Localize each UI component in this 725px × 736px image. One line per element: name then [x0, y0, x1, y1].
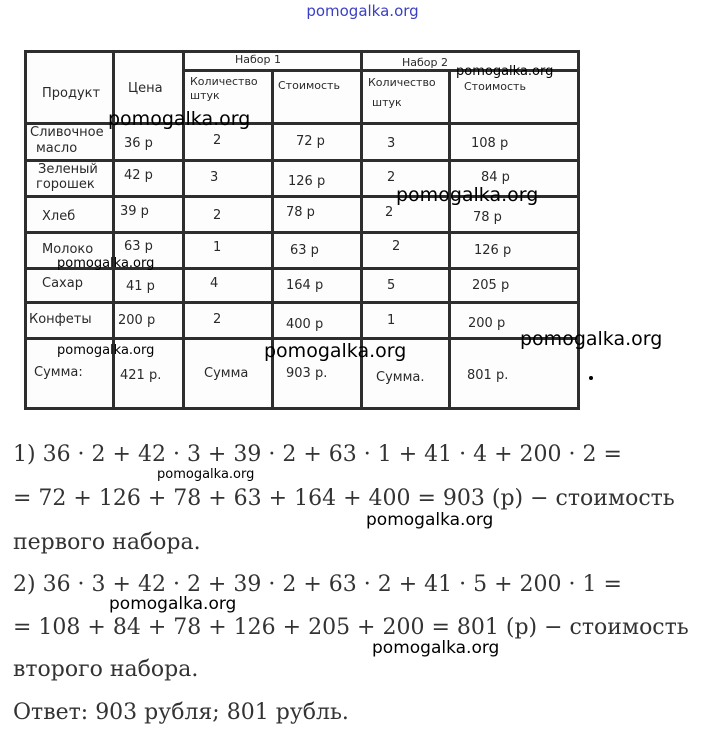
qty2-cell: 2	[385, 205, 394, 220]
sum-label: Сумма:	[34, 365, 83, 380]
solution-line-1: 1) 36 · 2 + 42 · 3 + 39 · 2 + 63 · 1 + 41 · 4 + 200 · 2 =	[13, 442, 622, 467]
price-cell: 36 р	[124, 136, 153, 151]
sum-total-set2: 801 р.	[467, 368, 509, 383]
table-line	[24, 159, 580, 162]
sum-total-set1: 903 р.	[286, 366, 328, 381]
stray-dot	[589, 376, 593, 380]
watermark: pomogalka.org	[57, 343, 155, 358]
price-cell: 39 р	[120, 204, 149, 219]
watermark: pomogalka.org	[396, 184, 539, 206]
header-cost2: Стоимость	[464, 80, 526, 93]
solution-line-6: второго набора.	[13, 657, 199, 682]
sum-label-set1: Сумма	[204, 366, 249, 381]
header-qty2-line1: Количество	[368, 76, 436, 89]
table-line	[182, 50, 185, 410]
sum-price: 421 р.	[120, 368, 162, 383]
watermark: pomogalka.org	[108, 108, 251, 130]
table-line	[448, 69, 451, 410]
table-line	[24, 231, 580, 234]
product-name: масло	[36, 141, 78, 156]
cost2-cell: 78 р	[473, 210, 502, 225]
header-cost1: Стоимость	[278, 79, 340, 92]
header-qty1-line2: штук	[190, 89, 220, 102]
qty2-cell: 2	[392, 239, 401, 254]
product-name: Молоко	[42, 242, 94, 257]
table-line	[24, 50, 27, 410]
cost1-cell: 63 р	[290, 243, 319, 258]
price-cell: 41 р	[126, 279, 155, 294]
solution-line-2: = 72 + 126 + 78 + 63 + 164 + 400 = 903 (р) − стоимость	[13, 486, 675, 511]
solution-line-4: 2) 36 · 3 + 42 · 2 + 39 · 2 + 63 · 2 + 41 · 5 + 200 · 1 =	[13, 572, 622, 597]
watermark: pomogalka.org	[264, 340, 407, 362]
product-name: Конфеты	[29, 312, 92, 327]
cost2-cell: 205 р	[472, 278, 510, 293]
cost2-cell: 126 р	[474, 243, 512, 258]
header-qty1-line1: Количество	[190, 75, 258, 88]
watermark: pomogalka.org	[456, 64, 554, 79]
product-name: горошек	[36, 177, 95, 192]
qty2-cell: 3	[387, 136, 396, 151]
watermark: pomogalka.org	[109, 594, 237, 614]
header-product: Продукт	[42, 86, 101, 101]
qty1-cell: 2	[213, 208, 222, 223]
product-name: Зеленый	[38, 162, 98, 177]
product-name: Хлеб	[42, 209, 76, 224]
cost2-cell: 84 р	[481, 170, 510, 185]
watermark: pomogalka.org	[57, 256, 155, 271]
table-line	[24, 50, 580, 53]
qty1-cell: 1	[213, 240, 222, 255]
cost2-cell: 200 р	[468, 316, 506, 331]
answer-line: Ответ: 903 рубля; 801 рубль.	[13, 700, 349, 725]
top-watermark: pomogalka.org	[306, 2, 419, 20]
cost1-cell: 126 р	[288, 174, 326, 189]
cost1-cell: 400 р	[286, 317, 324, 332]
watermark: pomogalka.org	[372, 638, 500, 658]
qty1-cell: 2	[213, 312, 222, 327]
sum-label-set2: Сумма.	[376, 370, 425, 385]
cost1-cell: 78 р	[286, 205, 315, 220]
table-line	[24, 407, 580, 410]
header-price: Цена	[128, 81, 163, 96]
price-cell: 200 р	[118, 313, 156, 328]
qty1-cell: 3	[210, 170, 219, 185]
header-set2: Набор 2	[402, 56, 449, 69]
solution-line-5: = 108 + 84 + 78 + 126 + 205 + 200 = 801 (р) − стоимость	[13, 615, 689, 640]
qty2-cell: 2	[387, 170, 396, 185]
price-cell: 63 р	[124, 239, 153, 254]
header-set1: Набор 1	[235, 53, 282, 66]
watermark: pomogalka.org	[366, 510, 494, 530]
qty2-cell: 5	[387, 278, 396, 293]
qty2-cell: 1	[387, 313, 396, 328]
watermark: pomogalka.org	[520, 328, 663, 350]
table-line	[577, 50, 580, 410]
price-cell: 42 р	[124, 168, 153, 183]
solution-line-3: первого набора.	[13, 530, 201, 555]
product-name: Сахар	[42, 276, 83, 291]
watermark: pomogalka.org	[157, 467, 255, 482]
qty1-cell: 4	[210, 276, 219, 291]
cost1-cell: 72 р	[296, 134, 325, 149]
header-qty2-line2: штук	[372, 96, 402, 109]
cost1-cell: 164 р	[286, 278, 324, 293]
product-name: Сливочное	[30, 125, 104, 140]
cost2-cell: 108 р	[471, 136, 509, 151]
qty1-cell: 2	[213, 133, 222, 148]
table-line	[24, 301, 580, 304]
